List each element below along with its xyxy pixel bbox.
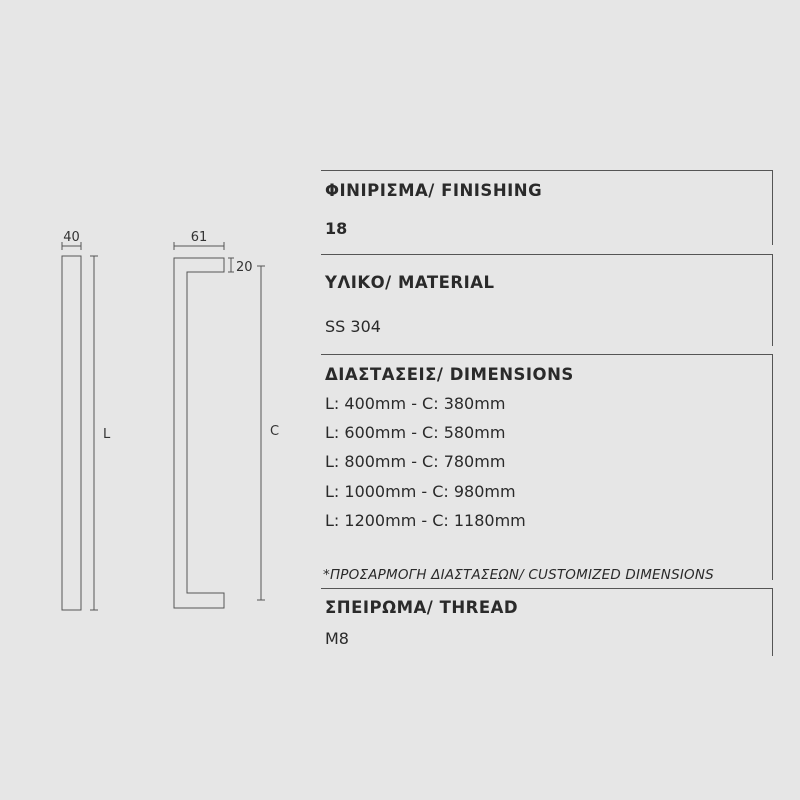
dimension-item: L: 800mm - C: 780mm — [325, 452, 506, 471]
dimensions-title: ΔΙΑΣΤΑΣΕΙΣ/ DIMENSIONS — [325, 365, 574, 384]
material-section — [321, 254, 773, 346]
dimension-item: L: 400mm - C: 380mm — [325, 394, 506, 413]
customized-dimensions-note: *ΠΡΟΣΑΡΜΟΓΗ ΔΙΑΣΤΑΣΕΩΝ/ CUSTOMIZED DIMENSIONS — [323, 567, 714, 583]
thread-value: M8 — [325, 629, 349, 648]
finishing-value: 18 — [325, 219, 348, 238]
depth-dimension-label: 61 — [190, 230, 208, 245]
length-dimension-label: L — [103, 427, 111, 442]
width-dimension-label: 40 — [63, 230, 80, 245]
finishing-section — [321, 170, 773, 245]
side-view-profile — [174, 258, 224, 608]
center-dimension-label: C — [270, 424, 280, 439]
thread-section — [321, 588, 773, 656]
finishing-title: ΦΙΝΙΡΙΣΜΑ/ FINISHING — [325, 181, 543, 200]
dimensions-section — [321, 354, 773, 583]
dimension-item: L: 1000mm - C: 980mm — [325, 482, 516, 501]
dimension-item: L: 1200mm - C: 1180mm — [325, 511, 526, 530]
thread-title: ΣΠΕΙΡΩΜΑ/ THREAD — [325, 598, 519, 617]
dimension-item: L: 600mm - C: 580mm — [325, 423, 506, 442]
front-view-bar — [62, 256, 81, 610]
material-value: SS 304 — [325, 317, 381, 336]
material-title: ΥΛΙΚΟ/ MATERIAL — [325, 273, 495, 292]
offset-dimension-label: 20 — [236, 260, 253, 275]
